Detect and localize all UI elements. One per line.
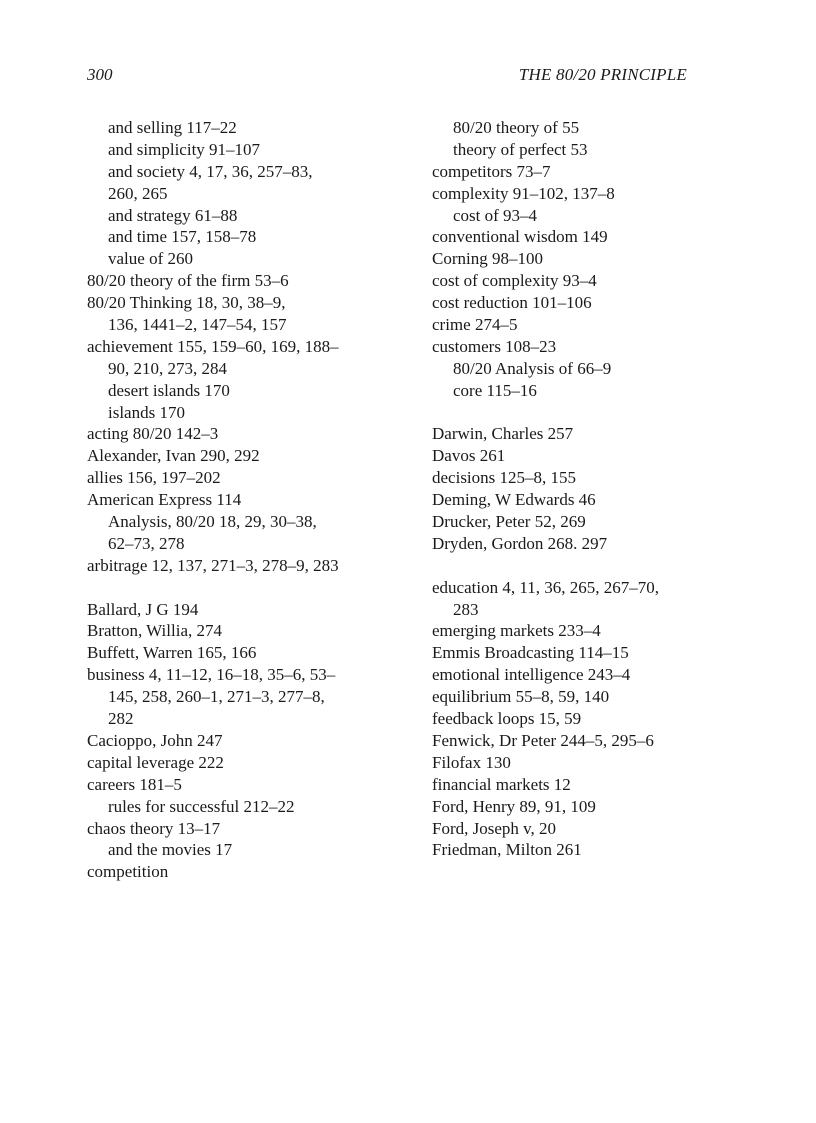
index-entry: decisions 125–8, 155 xyxy=(432,468,577,488)
index-entry: Davos 261 xyxy=(432,446,506,466)
index-entry: Corning 98–100 xyxy=(432,249,543,269)
index-entry: achievement 155, 159–60, 169, 188– xyxy=(87,336,339,356)
index-column-left xyxy=(87,117,417,883)
index-entry: complexity 91–102, 137–8 xyxy=(432,183,615,203)
index-entry: Ballard, J G 194 xyxy=(87,599,199,619)
index-letter-gap xyxy=(87,577,417,599)
index-subentry: 145, 258, 260–1, 271–3, 277–8, xyxy=(108,687,325,707)
running-head xyxy=(87,64,687,86)
index-entry: Fenwick, Dr Peter 244–5, 295–6 xyxy=(432,730,654,750)
index-entry: acting 80/20 142–3 xyxy=(87,424,219,444)
index-column-right xyxy=(432,117,732,861)
index-subentry: 136, 1441–2, 147–54, 157 xyxy=(108,315,287,335)
index-entry: Ford, Joseph v, 20 xyxy=(432,818,557,838)
index-entry: Drucker, Peter 52, 269 xyxy=(432,512,586,532)
index-subentry: 80/20 theory of 55 xyxy=(453,118,580,137)
index-entry: emotional intelligence 243–4 xyxy=(432,665,631,685)
index-entry: feedback loops 15, 59 xyxy=(432,709,582,729)
index-subentry: rules for successful 212–22 xyxy=(108,796,295,816)
index-subentry: 80/20 Analysis of 66–9 xyxy=(453,358,612,378)
index-entry: careers 181–5 xyxy=(87,774,182,794)
index-entry: Emmis Broadcasting 114–15 xyxy=(432,643,629,663)
index-subentry: islands 170 xyxy=(108,402,185,422)
index-letter-gap xyxy=(432,555,732,577)
index-subentry: 260, 265 xyxy=(108,183,168,203)
index-entry: Bratton, Willia, 274 xyxy=(87,621,222,641)
index-subentry: core 115–16 xyxy=(453,380,537,400)
index-entry: Darwin, Charles 257 xyxy=(432,424,574,444)
index-entry: chaos theory 13–17 xyxy=(87,818,221,838)
index-entry: Cacioppo, John 247 xyxy=(87,730,223,750)
index-entry: Dryden, Gordon 268. 297 xyxy=(432,533,608,553)
index-subentry: and the movies 17 xyxy=(108,840,233,860)
index-subentry: Analysis, 80/20 18, 29, 30–38, xyxy=(108,512,317,532)
index-entry: Filofax 130 xyxy=(432,752,511,772)
index-entry: 80/20 Thinking 18, 30, 38–9, xyxy=(87,293,286,313)
index-subentry: and society 4, 17, 36, 257–83, xyxy=(108,161,313,181)
index-entry: American Express 114 xyxy=(87,490,242,510)
index-subentry: 90, 210, 273, 284 xyxy=(108,358,227,378)
index-entry: competitors 73–7 xyxy=(432,161,551,181)
index-entry: Alexander, Ivan 290, 292 xyxy=(87,446,260,466)
index-entry: business 4, 11–12, 16–18, 35–6, 53– xyxy=(87,665,336,685)
index-subentry: 282 xyxy=(108,709,134,729)
index-letter-gap xyxy=(432,402,732,424)
index-entry: crime 274–5 xyxy=(432,315,518,335)
index-entry: cost of complexity 93–4 xyxy=(432,271,597,291)
index-entry: capital leverage 222 xyxy=(87,752,224,772)
index-subentry: theory of perfect 53 xyxy=(453,139,588,159)
index-entry: financial markets 12 xyxy=(432,774,571,794)
index-entry: conventional wisdom 149 xyxy=(432,227,608,247)
index-entry: customers 108–23 xyxy=(432,336,557,356)
index-subentry: value of 260 xyxy=(108,249,193,269)
index-subentry: and time 157, 158–78 xyxy=(108,227,257,247)
book-title: THE 80/20 PRINCIPLE xyxy=(518,65,687,84)
index-subentry: and simplicity 91–107 xyxy=(108,139,261,159)
index-entry: Ford, Henry 89, 91, 109 xyxy=(432,796,596,816)
index-entry: Buffett, Warren 165, 166 xyxy=(87,643,257,663)
index-subentry: desert islands 170 xyxy=(108,380,230,400)
index-entry: 80/20 theory of the firm 53–6 xyxy=(87,271,289,291)
index-entry: Deming, W Edwards 46 xyxy=(432,490,596,510)
index-subentry: and selling 117–22 xyxy=(108,118,237,137)
index-subentry: and strategy 61–88 xyxy=(108,205,238,225)
index-entry: education 4, 11, 36, 265, 267–70, xyxy=(432,577,659,597)
index-entry: emerging markets 233–4 xyxy=(432,621,601,641)
index-subentry: 283 xyxy=(453,599,479,619)
index-entry: equilibrium 55–8, 59, 140 xyxy=(432,687,610,707)
index-entry: arbitrage 12, 137, 271–3, 278–9, 283 xyxy=(87,555,339,575)
index-subentry: cost of 93–4 xyxy=(453,205,538,225)
index-subentry: 62–73, 278 xyxy=(108,533,185,553)
index-entry: Friedman, Milton 261 xyxy=(432,840,582,860)
index-entry: competition xyxy=(87,862,169,882)
index-entry: allies 156, 197–202 xyxy=(87,468,221,488)
index-entry: cost reduction 101–106 xyxy=(432,293,592,313)
page-number: 300 xyxy=(87,65,113,84)
